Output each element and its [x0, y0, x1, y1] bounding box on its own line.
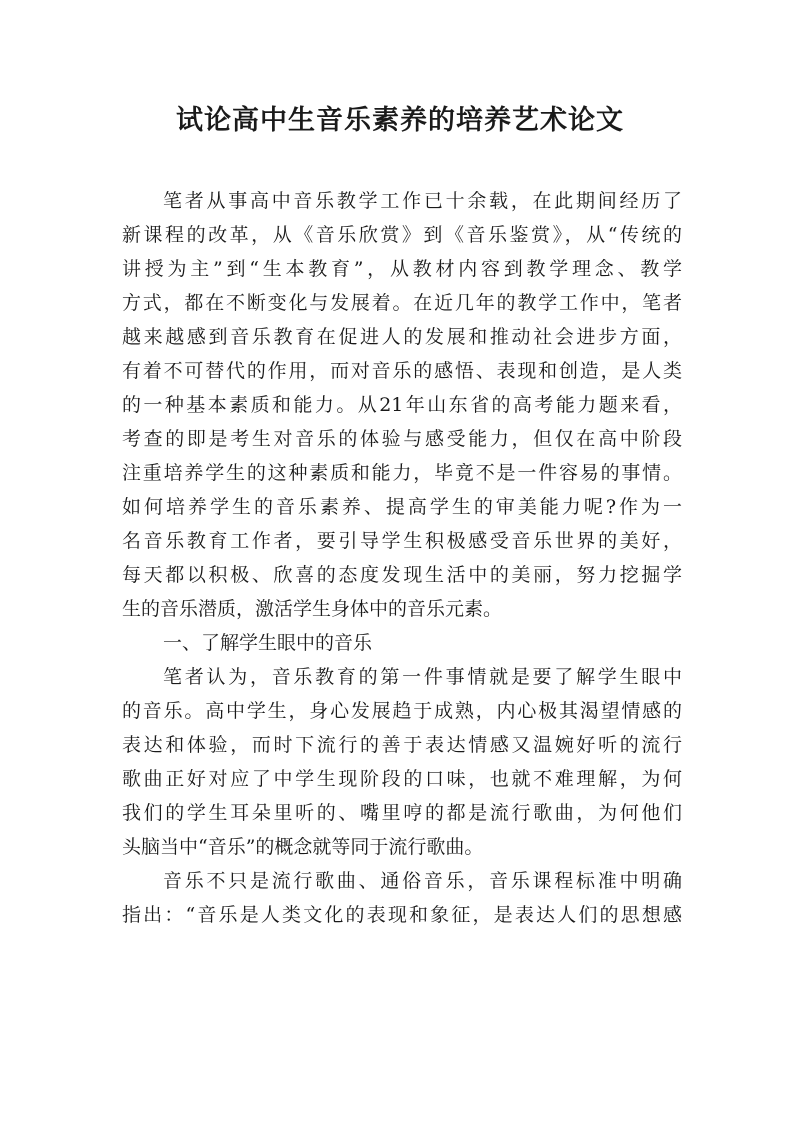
paragraph-line: 新课程的改革，从《音乐欣赏》到《音乐鉴赏》，从“传统的	[122, 224, 682, 246]
section-heading: 一、了解学生眼中的音乐	[163, 632, 373, 654]
paragraph-line: 注重培养学生的这种素质和能力，毕竟不是一件容易的事情。	[122, 462, 682, 484]
paragraph-line: 指出：“音乐是人类文化的表现和象征，是表达人们的思想感	[122, 904, 682, 926]
paragraph-line: 考查的即是考生对音乐的体验与感受能力，但仅在高中阶段	[122, 428, 682, 450]
paragraph-line: 音乐不只是流行歌曲、通俗音乐，音乐课程标准中明确	[163, 870, 682, 892]
paragraph-line: 头脑当中“音乐”的概念就等同于流行歌曲。	[122, 836, 484, 858]
paragraph-line: 讲授为主”到“生本教育”，从教材内容到教学理念、教学	[122, 258, 682, 280]
paragraph-line: 表达和体验，而时下流行的善于表达情感又温婉好听的流行	[122, 734, 682, 756]
paragraph-line: 方式，都在不断变化与发展着。在近几年的教学工作中，笔者	[122, 292, 682, 314]
paragraph-line: 每天都以积极、欣喜的态度发现生活中的美丽，努力挖掘学	[122, 564, 682, 586]
paragraph-line: 歌曲正好对应了中学生现阶段的口味，也就不难理解，为何	[122, 768, 682, 790]
paragraph-line: 笔者从事高中音乐教学工作已十余载，在此期间经历了	[163, 190, 682, 212]
paragraph-line: 名音乐教育工作者，要引导学生积极感受音乐世界的美好，	[122, 530, 682, 552]
paragraph-line: 的音乐。高中学生，身心发展趋于成熟，内心极其渴望情感的	[122, 700, 682, 722]
paragraph-line: 我们的学生耳朵里听的、嘴里哼的都是流行歌曲，为何他们	[122, 802, 682, 824]
paragraph-line: 笔者认为，音乐教育的第一件事情就是要了解学生眼中	[163, 666, 682, 688]
paragraph-line: 越来越感到音乐教育在促进人的发展和推动社会进步方面，	[122, 326, 682, 348]
paragraph-line: 有着不可替代的作用，而对音乐的感悟、表现和创造，是人类	[122, 360, 682, 382]
paragraph-line: 如何培养学生的音乐素养、提高学生的审美能力呢?作为一	[122, 496, 682, 518]
paragraph-line: 生的音乐潜质，激活学生身体中的音乐元素。	[122, 598, 503, 620]
paragraph-line: 的一种基本素质和能力。从21年山东省的高考能力题来看，	[122, 394, 682, 416]
document-title: 试论高中生音乐素养的培养艺术论文	[176, 105, 624, 136]
